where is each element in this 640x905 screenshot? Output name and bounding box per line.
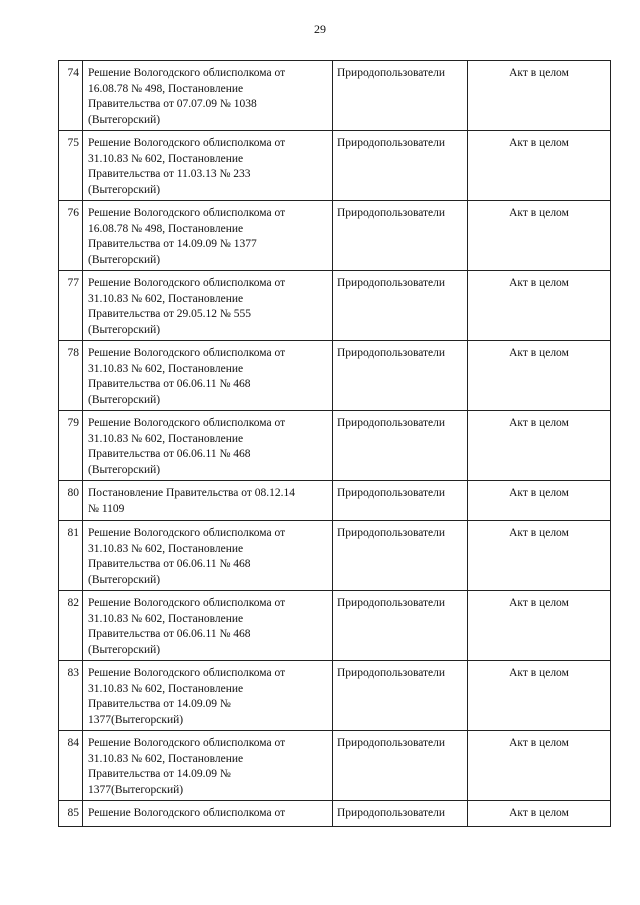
act-details-line: Правительства от 06.06.11 № 468 <box>88 448 251 460</box>
acts-table <box>58 60 611 827</box>
table-row <box>59 131 611 201</box>
act-details-line: Правительства от 14.09.09 № <box>88 768 231 780</box>
act-details-line: 31.10.83 № 602, Постановление <box>88 542 244 555</box>
act-details-line: № 1109 <box>88 502 125 515</box>
row-number: 78 <box>59 341 83 411</box>
subject-cell: Природопользователи <box>333 201 468 271</box>
scope-cell: Акт в целом <box>468 481 611 521</box>
subject-cell: Природопользователи <box>333 521 468 591</box>
act-details-cell <box>83 731 333 801</box>
act-details-line: Решение Вологодского облисполкома от <box>88 737 286 749</box>
act-details-cell <box>83 271 333 341</box>
act-details-line: Правительства от 14.09.09 № 1377 <box>88 238 257 250</box>
act-details-line: Правительства от 14.09.09 № <box>88 698 231 710</box>
subject-cell: Природопользователи <box>333 411 468 481</box>
row-number: 83 <box>59 661 83 731</box>
table-row <box>59 731 611 801</box>
act-details-line: Решение Вологодского облисполкома от <box>88 347 286 359</box>
act-details-line: Решение Вологодского облисполкома от <box>88 597 286 609</box>
act-details-line: Решение Вологодского облисполкома от <box>88 807 286 819</box>
act-details-line: 31.10.83 № 602, Постановление <box>88 362 244 375</box>
table-row <box>59 61 611 131</box>
act-details-line: Правительства от 11.03.13 № 233 <box>88 168 251 180</box>
act-details-line: Постановление Правительства от 08.12.14 <box>88 487 296 499</box>
subject-cell: Природопользователи <box>333 131 468 201</box>
act-details-cell <box>83 131 333 201</box>
table-row <box>59 341 611 411</box>
act-details-line: (Вытегорский) <box>88 393 161 406</box>
scope-cell: Акт в целом <box>468 201 611 271</box>
act-details-line: Решение Вологодского облисполкома от <box>88 207 286 219</box>
scope-cell: Акт в целом <box>468 591 611 661</box>
act-details-line: (Вытегорский) <box>88 463 161 476</box>
scope-cell: Акт в целом <box>468 801 611 827</box>
row-number: 85 <box>59 801 83 827</box>
act-details-line: Решение Вологодского облисполкома от <box>88 417 286 429</box>
act-details-line: Правительства от 06.06.11 № 468 <box>88 628 251 640</box>
act-details-line: Решение Вологодского облисполкома от <box>88 137 286 149</box>
scope-cell: Акт в целом <box>468 61 611 131</box>
act-details-cell <box>83 341 333 411</box>
scope-cell: Акт в целом <box>468 131 611 201</box>
scope-cell: Акт в целом <box>468 661 611 731</box>
row-number: 81 <box>59 521 83 591</box>
act-details-line: (Вытегорский) <box>88 323 161 336</box>
subject-cell: Природопользователи <box>333 271 468 341</box>
act-details-line: Решение Вологодского облисполкома от <box>88 67 286 79</box>
subject-cell: Природопользователи <box>333 481 468 521</box>
table-row <box>59 521 611 591</box>
act-details-line: (Вытегорский) <box>88 183 161 196</box>
table-row <box>59 481 611 521</box>
act-details-line: 1377(Вытегорский) <box>88 713 184 726</box>
act-details-line: 31.10.83 № 602, Постановление <box>88 292 244 305</box>
act-details-line: 31.10.83 № 602, Постановление <box>88 752 244 765</box>
act-details-line: (Вытегорский) <box>88 573 161 586</box>
page-number: 29 <box>314 22 326 36</box>
act-details-line: 31.10.83 № 602, Постановление <box>88 682 244 695</box>
act-details-cell <box>83 61 333 131</box>
scope-cell: Акт в целом <box>468 521 611 591</box>
act-details-line: 16.08.78 № 498, Постановление <box>88 82 244 95</box>
row-number: 80 <box>59 481 83 521</box>
act-details-line: 31.10.83 № 602, Постановление <box>88 612 244 625</box>
subject-cell: Природопользователи <box>333 591 468 661</box>
acts-table-body <box>59 61 611 827</box>
scope-cell: Акт в целом <box>468 341 611 411</box>
act-details-line: 31.10.83 № 602, Постановление <box>88 432 244 445</box>
act-details-line: (Вытегорский) <box>88 113 161 126</box>
act-details-cell <box>83 591 333 661</box>
act-details-line: Правительства от 29.05.12 № 555 <box>88 308 251 320</box>
act-details-line: Правительства от 06.06.11 № 468 <box>88 558 251 570</box>
act-details-line: (Вытегорский) <box>88 253 161 266</box>
table-row <box>59 411 611 481</box>
act-details-cell <box>83 521 333 591</box>
row-number: 75 <box>59 131 83 201</box>
row-number: 76 <box>59 201 83 271</box>
subject-cell: Природопользователи <box>333 661 468 731</box>
table-row <box>59 661 611 731</box>
act-details-cell <box>83 201 333 271</box>
table-row <box>59 271 611 341</box>
act-details-cell <box>83 481 333 521</box>
row-number: 84 <box>59 731 83 801</box>
row-number: 82 <box>59 591 83 661</box>
row-number: 77 <box>59 271 83 341</box>
scope-cell: Акт в целом <box>468 411 611 481</box>
act-details-line: 1377(Вытегорский) <box>88 783 184 796</box>
table-row <box>59 801 611 827</box>
act-details-line: (Вытегорский) <box>88 643 161 656</box>
act-details-line: Решение Вологодского облисполкома от <box>88 277 286 289</box>
act-details-line: Решение Вологодского облисполкома от <box>88 527 286 539</box>
subject-cell: Природопользователи <box>333 61 468 131</box>
subject-cell: Природопользователи <box>333 731 468 801</box>
scope-cell: Акт в целом <box>468 731 611 801</box>
scope-cell: Акт в целом <box>468 271 611 341</box>
row-number: 74 <box>59 61 83 131</box>
act-details-line: Правительства от 06.06.11 № 468 <box>88 378 251 390</box>
row-number: 79 <box>59 411 83 481</box>
act-details-cell <box>83 411 333 481</box>
table-row <box>59 591 611 661</box>
act-details-line: Решение Вологодского облисполкома от <box>88 667 286 679</box>
act-details-line: Правительства от 07.07.09 № 1038 <box>88 98 257 110</box>
act-details-line: 31.10.83 № 602, Постановление <box>88 152 244 165</box>
table-row <box>59 201 611 271</box>
act-details-cell <box>83 661 333 731</box>
act-details-line: 16.08.78 № 498, Постановление <box>88 222 244 235</box>
act-details-cell <box>83 801 333 827</box>
subject-cell: Природопользователи <box>333 801 468 827</box>
subject-cell: Природопользователи <box>333 341 468 411</box>
